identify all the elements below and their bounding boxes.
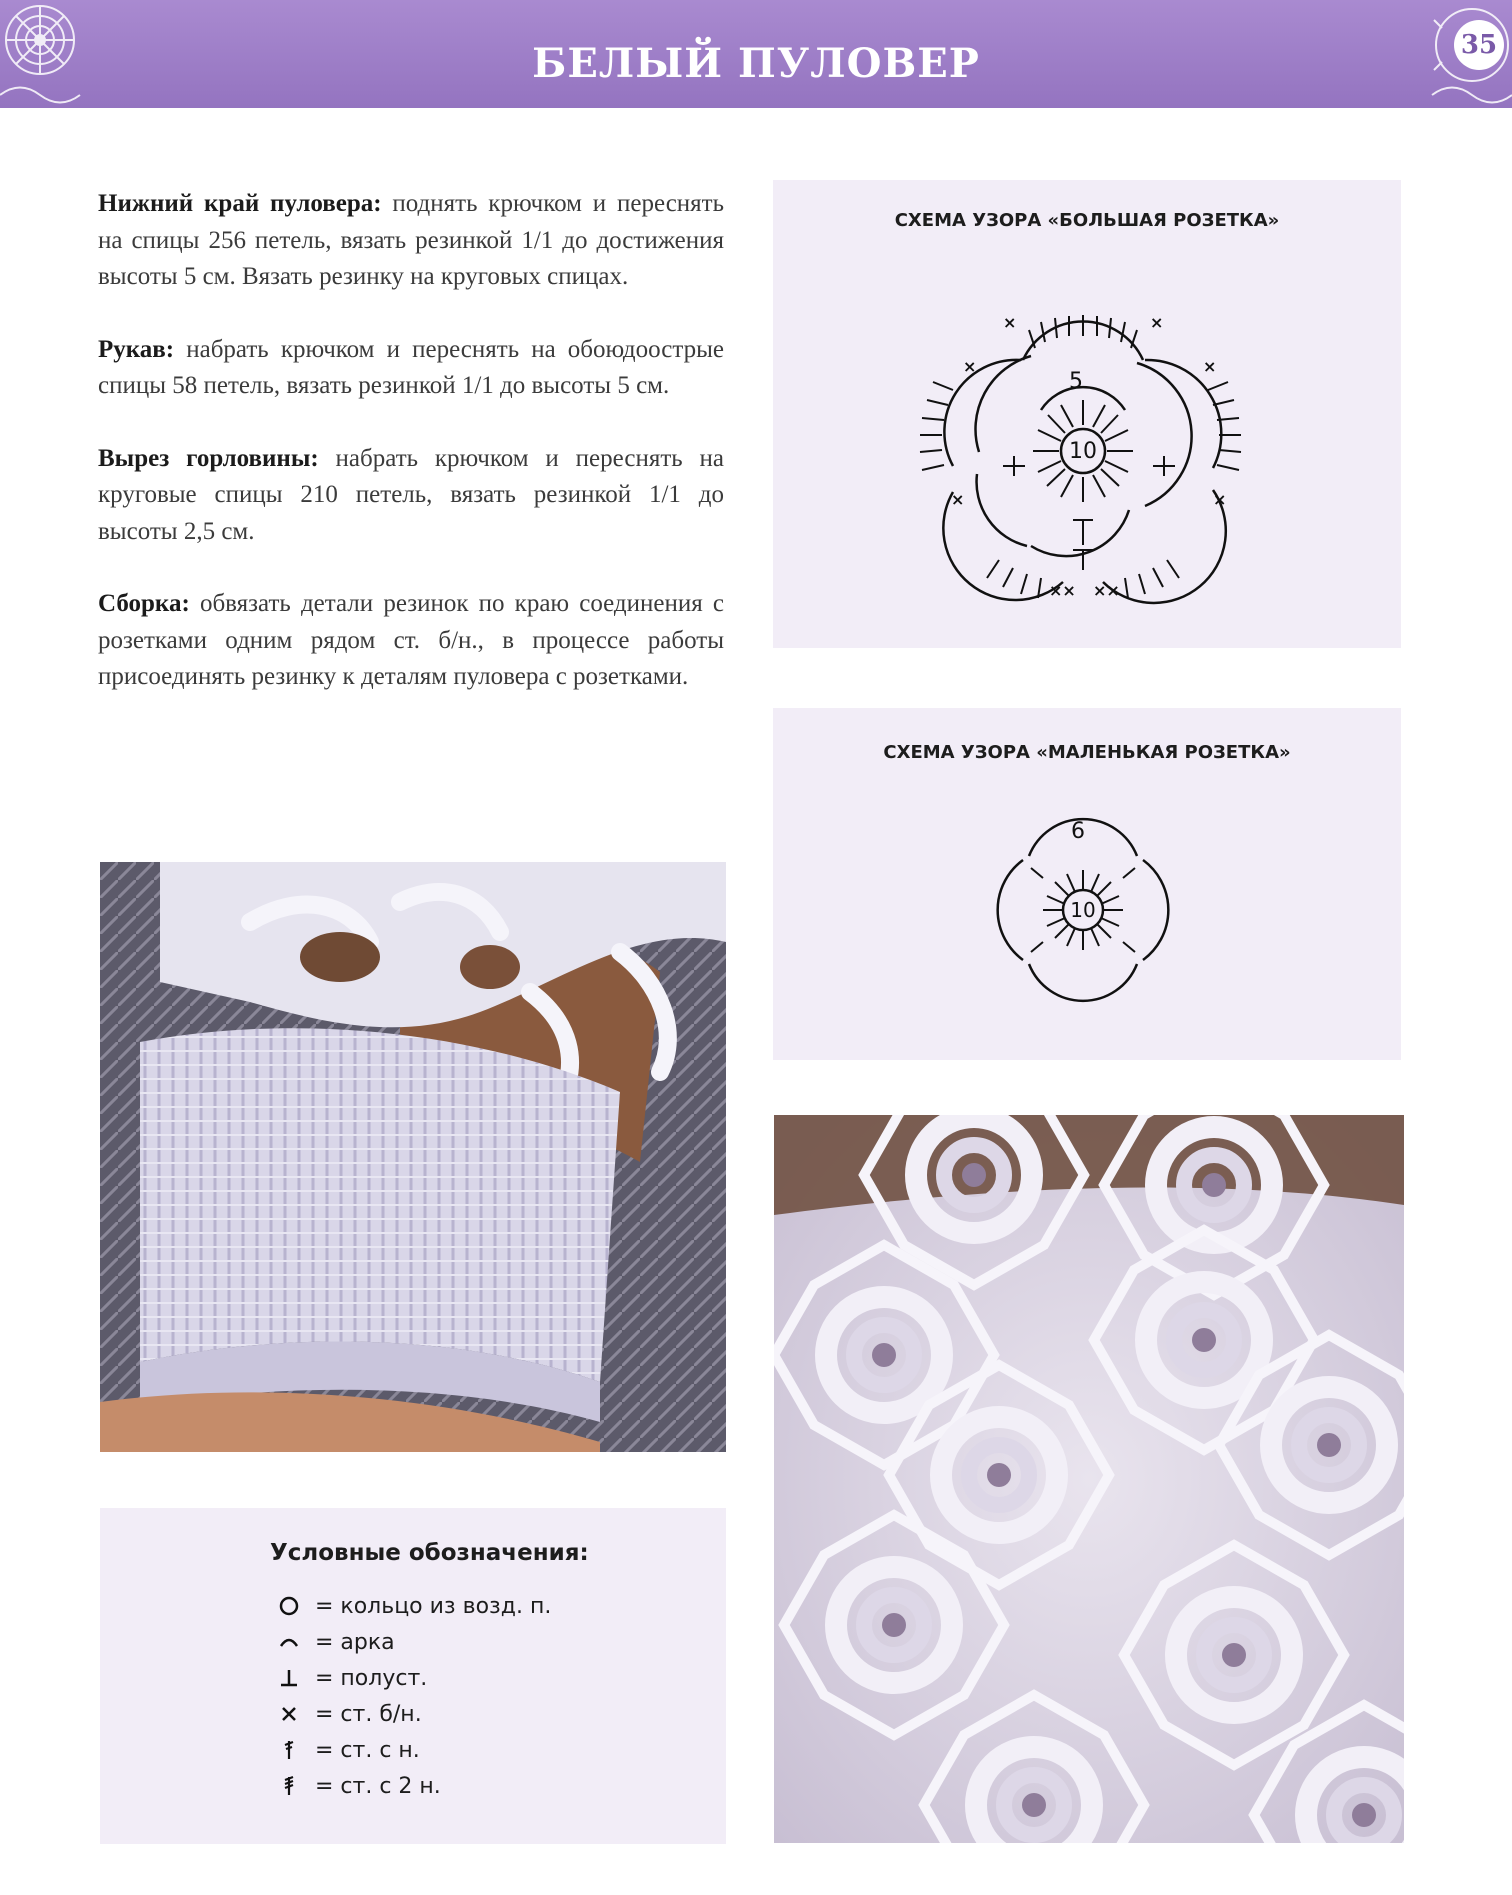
paragraph-body: обвязать детали резинок по краю соединения с розетками одним рядом ст. б/н., в процессе работы присоединять резинку к деталям пуловера с розетками. (98, 590, 724, 690)
slip-stitch-icon (275, 1663, 303, 1693)
paragraph-body: набрать крючком и переснять на обоюдоострые спицы 58 петель, вязать резинкой 1/1 до высоты 5 см. (98, 335, 724, 399)
page-header (0, 0, 1512, 108)
small-rosette-schema (773, 708, 1401, 1060)
paragraph-body: набрать крючком и переснять на круговые спицы 210 петель, вязать резинкой 1/1 до высоты 2,5 см. (98, 444, 725, 545)
paragraph-heading: Вырез горловины: (98, 444, 319, 472)
paragraph-heading: Нижний край пуловера: (98, 190, 382, 217)
svg-text:×: × (1150, 313, 1164, 332)
legend-box (100, 1508, 726, 1844)
small-rosette-title: СХЕМА УЗОРА «МАЛЕНЬКАЯ РОЗЕТКА» (883, 742, 1291, 763)
lace-photo (774, 1115, 1404, 1843)
page-number: 35 (1454, 20, 1504, 70)
svg-text:×: × (1203, 357, 1217, 376)
svg-text:××: ×× (1049, 581, 1076, 600)
treble-crochet-icon (275, 1771, 303, 1801)
paragraph-bottom-edge (98, 186, 724, 296)
big-rosette-diagram (773, 260, 1401, 620)
small-rosette-diagram (773, 788, 1401, 1048)
paragraph-heading: Рукав: (98, 335, 175, 363)
paragraph-neckline (98, 441, 724, 551)
svg-text:×: × (963, 357, 977, 376)
svg-text:×: × (1213, 490, 1227, 509)
legend-item (275, 1660, 551, 1696)
big-ring-count: 10 (1069, 439, 1097, 464)
small-arch-count: 6 (1071, 819, 1085, 844)
paragraph-assembly (98, 586, 724, 696)
legend-item (275, 1732, 551, 1768)
legend-item (275, 1696, 551, 1732)
arch-icon (275, 1627, 303, 1657)
legend-item-text: = кольцо из возд. п. (315, 1593, 552, 1619)
single-crochet-icon (275, 1699, 303, 1729)
double-crochet-icon (275, 1735, 303, 1765)
legend-item (275, 1588, 551, 1624)
legend-item (275, 1768, 551, 1804)
svg-text:××: ×× (1093, 581, 1120, 600)
legend-item-text: = полуст. (315, 1665, 428, 1691)
legend-item (275, 1624, 551, 1660)
svg-text:×: × (951, 490, 965, 509)
cuff-photo (100, 862, 726, 1452)
legend-item-text: = ст. с 2 н. (315, 1773, 441, 1799)
legend-list (275, 1588, 551, 1804)
big-rosette-title: СХЕМА УЗОРА «БОЛЬШАЯ РОЗЕТКА» (894, 210, 1280, 231)
big-arch-count: 5 (1069, 369, 1083, 394)
instructions-text (98, 186, 724, 732)
page-title: БЕЛЫЙ ПУЛОВЕР (532, 40, 980, 87)
paragraph-heading: Сборка: (98, 590, 190, 617)
legend-title: Условные обозначения: (270, 1540, 589, 1566)
legend-item-text: = арка (315, 1629, 395, 1655)
legend-item-text: = ст. с н. (315, 1737, 420, 1763)
small-ring-count: 10 (1070, 898, 1096, 922)
legend-item-text: = ст. б/н. (315, 1701, 422, 1727)
svg-text:×: × (1003, 313, 1017, 332)
paragraph-sleeve (98, 332, 724, 405)
big-rosette-schema (773, 180, 1401, 648)
ring-icon (275, 1591, 303, 1621)
paragraph-body: поднять крючком и переснять на спицы 256 петель, вязать резинкой 1/1 до достижения высоты 5 см. Вязать резинку на круговых спицах. (98, 190, 725, 290)
